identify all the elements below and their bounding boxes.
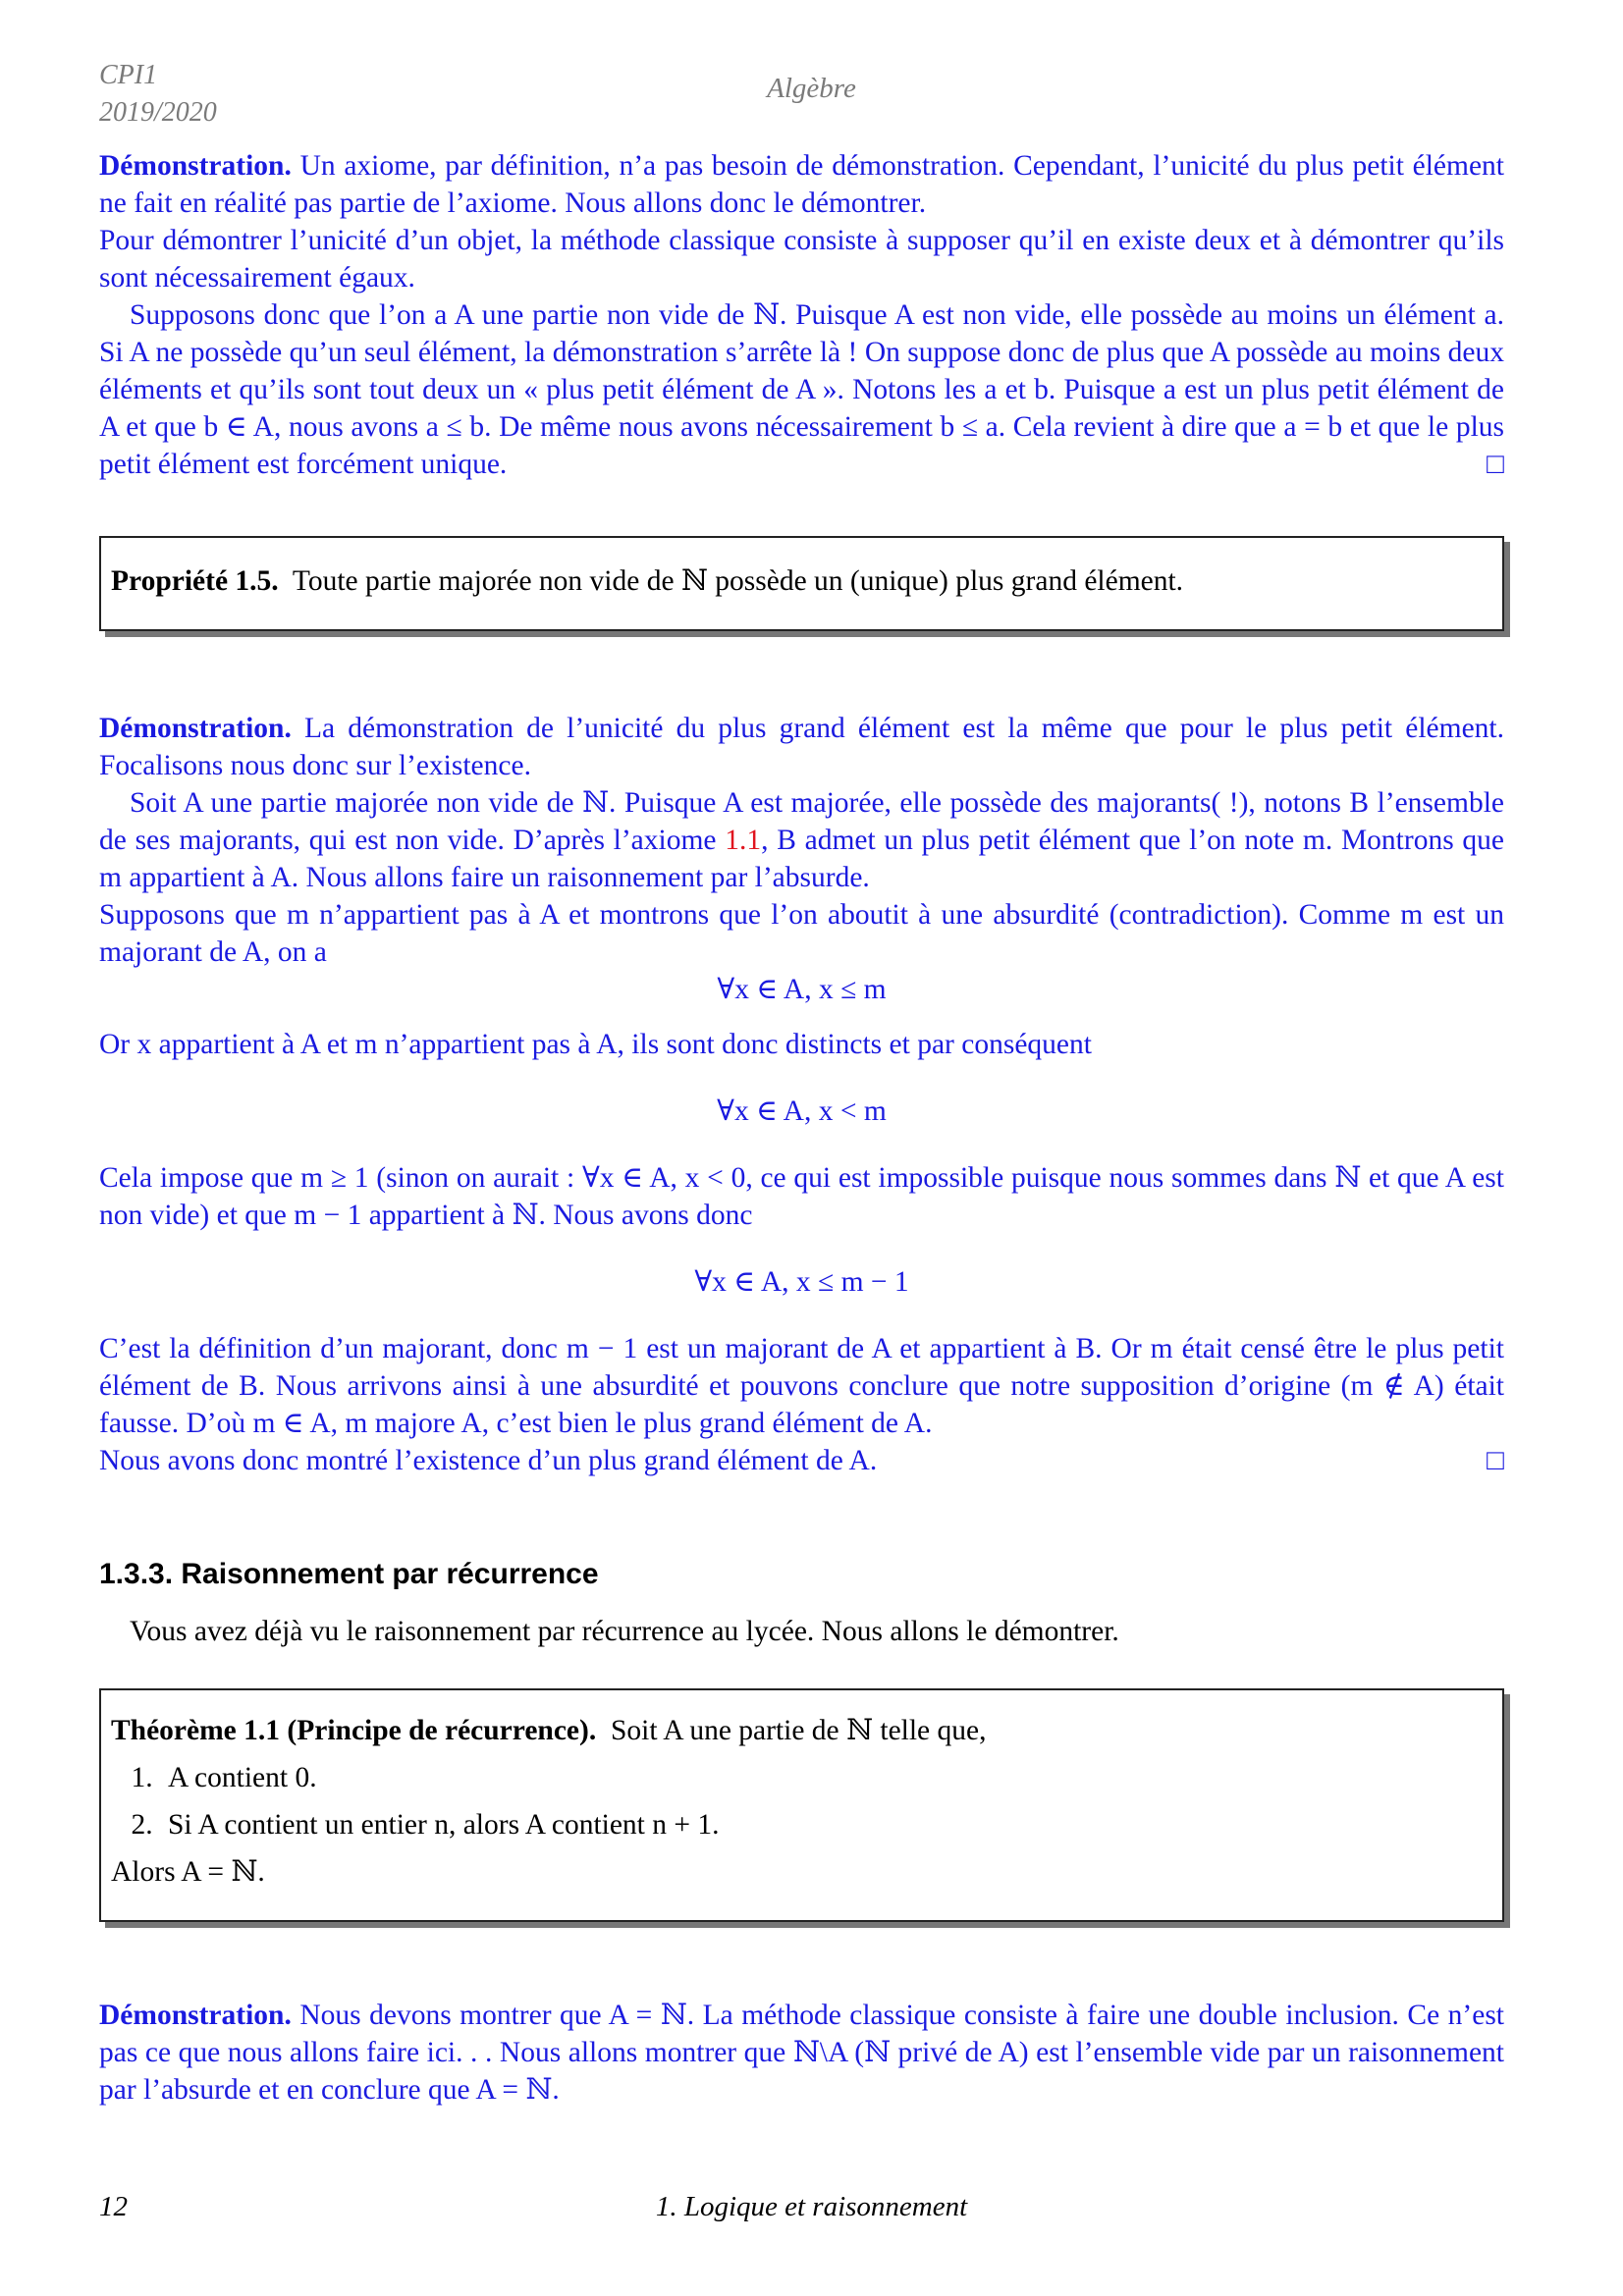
demo2-text-5: Cela impose que m ≥ 1 (sinon on aurait : ∀x ∈ A, x < 0, ce qui est impossible puisque nous sommes dans ℕ et que A est non vide) et que m − 1 appartient à ℕ. Nous avons donc <box>99 1162 1504 1231</box>
demo1-text-3: Supposons donc que l’on a A une partie non vide de ℕ. Puisque A est non vide, elle possède au moins un élément a. Si A ne possède qu’un seul élément, la démonstration s’arrête là ! On suppose donc de plus que A possède au moins deux éléments et qu’ils sont tout deux un « plus petit élément de A ». Notons les a et b. Puisque a est un plus petit élément de A et que b ∈ A, nous avons a ≤ b. De même nous avons nécessairement b ≤ a. Cela revient à dire que a = b et que le plus petit élément est forcément unique. <box>99 299 1504 480</box>
demo2-text-2b: , B admet un plus petit élément que l’on note m. Montrons que m appartient à A. Nous allons faire un raisonnement par l’absurde. <box>99 825 1505 893</box>
demo2-text-2a: Soit A une partie majorée non vide de ℕ. Puisque A est majorée, elle possède des majorants( !), notons B l’ensemble de ses majorants, qui est non vide. D’après l’axiome <box>99 787 1504 856</box>
header-year: 2019/2020 <box>99 97 217 128</box>
demonstration-2 <box>99 710 1504 1479</box>
property-box <box>99 536 1504 631</box>
list-item: 1. A contient 0. <box>160 1759 1492 1796</box>
demonstration-1 <box>99 147 1504 483</box>
demo1-text-2: Pour démontrer l’unicité d’un objet, la méthode classique consiste à supposer qu’il en existe deux et à démontrer qu’ils sont nécessairement égaux. <box>99 225 1504 294</box>
theorem-text: Soit A une partie de ℕ telle que, <box>610 1715 987 1746</box>
list-item: 2. Si A contient un entier n, alors A contient n + 1. <box>160 1806 1492 1843</box>
footer-chapter: 1. Logique et raisonnement <box>655 2191 968 2222</box>
equation-1: ∀x ∈ A, x ≤ m <box>717 974 887 1005</box>
page-number: 12 <box>99 2191 128 2222</box>
demo-label: Démonstration. <box>99 713 292 744</box>
theorem-label: Théorème 1.1 (Principe de récurrence). <box>111 1715 597 1746</box>
section-recurrence <box>99 1556 1504 1650</box>
equation-3: ∀x ∈ A, x ≤ m − 1 <box>694 1266 909 1298</box>
section-intro: Vous avez déjà vu le raisonnement par récurrence au lycée. Nous allons le démontrer. <box>130 1616 1119 1647</box>
equation-2: ∀x ∈ A, x < m <box>717 1095 887 1127</box>
demo1-text-1: Un axiome, par définition, n’a pas besoin de démonstration. Cependant, l’unicité du plus petit élément ne fait en réalité pas partie de l’axiome. Nous allons donc le démontrer. <box>99 150 1505 219</box>
demo2-text-3: Supposons que m n’appartient pas à A et montrons que l’on aboutit à une absurdité (contradiction). Comme m est un majorant de A, on a <box>99 899 1504 968</box>
demo2-text-7: Nous avons donc montré l’existence d’un plus grand élément de A. <box>99 1445 878 1476</box>
demo2-text-4: Or x appartient à A et m n’appartient pas à A, ils sont donc distincts et par conséquent <box>99 1029 1092 1060</box>
demonstration-3 <box>99 1997 1504 2109</box>
theorem-box <box>99 1688 1504 1922</box>
demo-label: Démonstration. <box>99 2000 292 2031</box>
qed-symbol: □ <box>1487 449 1504 480</box>
axiom-reference-link[interactable]: 1.1 <box>725 825 762 856</box>
section-title: 1.3.3. Raisonnement par récurrence <box>99 1558 599 1590</box>
property-label: Propriété 1.5. <box>111 565 279 597</box>
header-course: CPI1 <box>99 60 158 90</box>
qed-symbol: □ <box>1487 1445 1504 1476</box>
demo-label: Démonstration. <box>99 150 292 182</box>
demo2-text-6: C’est la définition d’un majorant, donc m − 1 est un majorant de A et appartient à B. Or m était censé être le plus petit élément de B. Nous arrivons ainsi à une absurdité et pouvons conclure que notre supposition d’origine (m ∉ A) était fausse. D’où m ∈ A, m majore A, c’est bien le plus grand élément de A. <box>99 1333 1504 1439</box>
theorem-conditions-list <box>111 1759 1492 1843</box>
theorem-conclusion: Alors A = ℕ. <box>111 1856 265 1888</box>
property-text: Toute partie majorée non vide de ℕ possède un (unique) plus grand élément. <box>292 565 1184 597</box>
header-subject: Algèbre <box>767 73 856 104</box>
demo3-text-1: Nous devons montrer que A = ℕ. La méthode classique consiste à faire une double inclusion. Ce n’est pas ce que nous allons faire ici. . . Nous allons montrer que ℕ\A (ℕ privé de A) est l’ensemble vide par un raisonnement par l’absurde et en conclure que A = ℕ. <box>99 2000 1505 2106</box>
page-body <box>99 147 1504 2109</box>
demo2-text-1: La démonstration de l’unicité du plus grand élément est la même que pour le plus petit élément. Focalisons nous donc sur l’existence. <box>99 713 1505 781</box>
